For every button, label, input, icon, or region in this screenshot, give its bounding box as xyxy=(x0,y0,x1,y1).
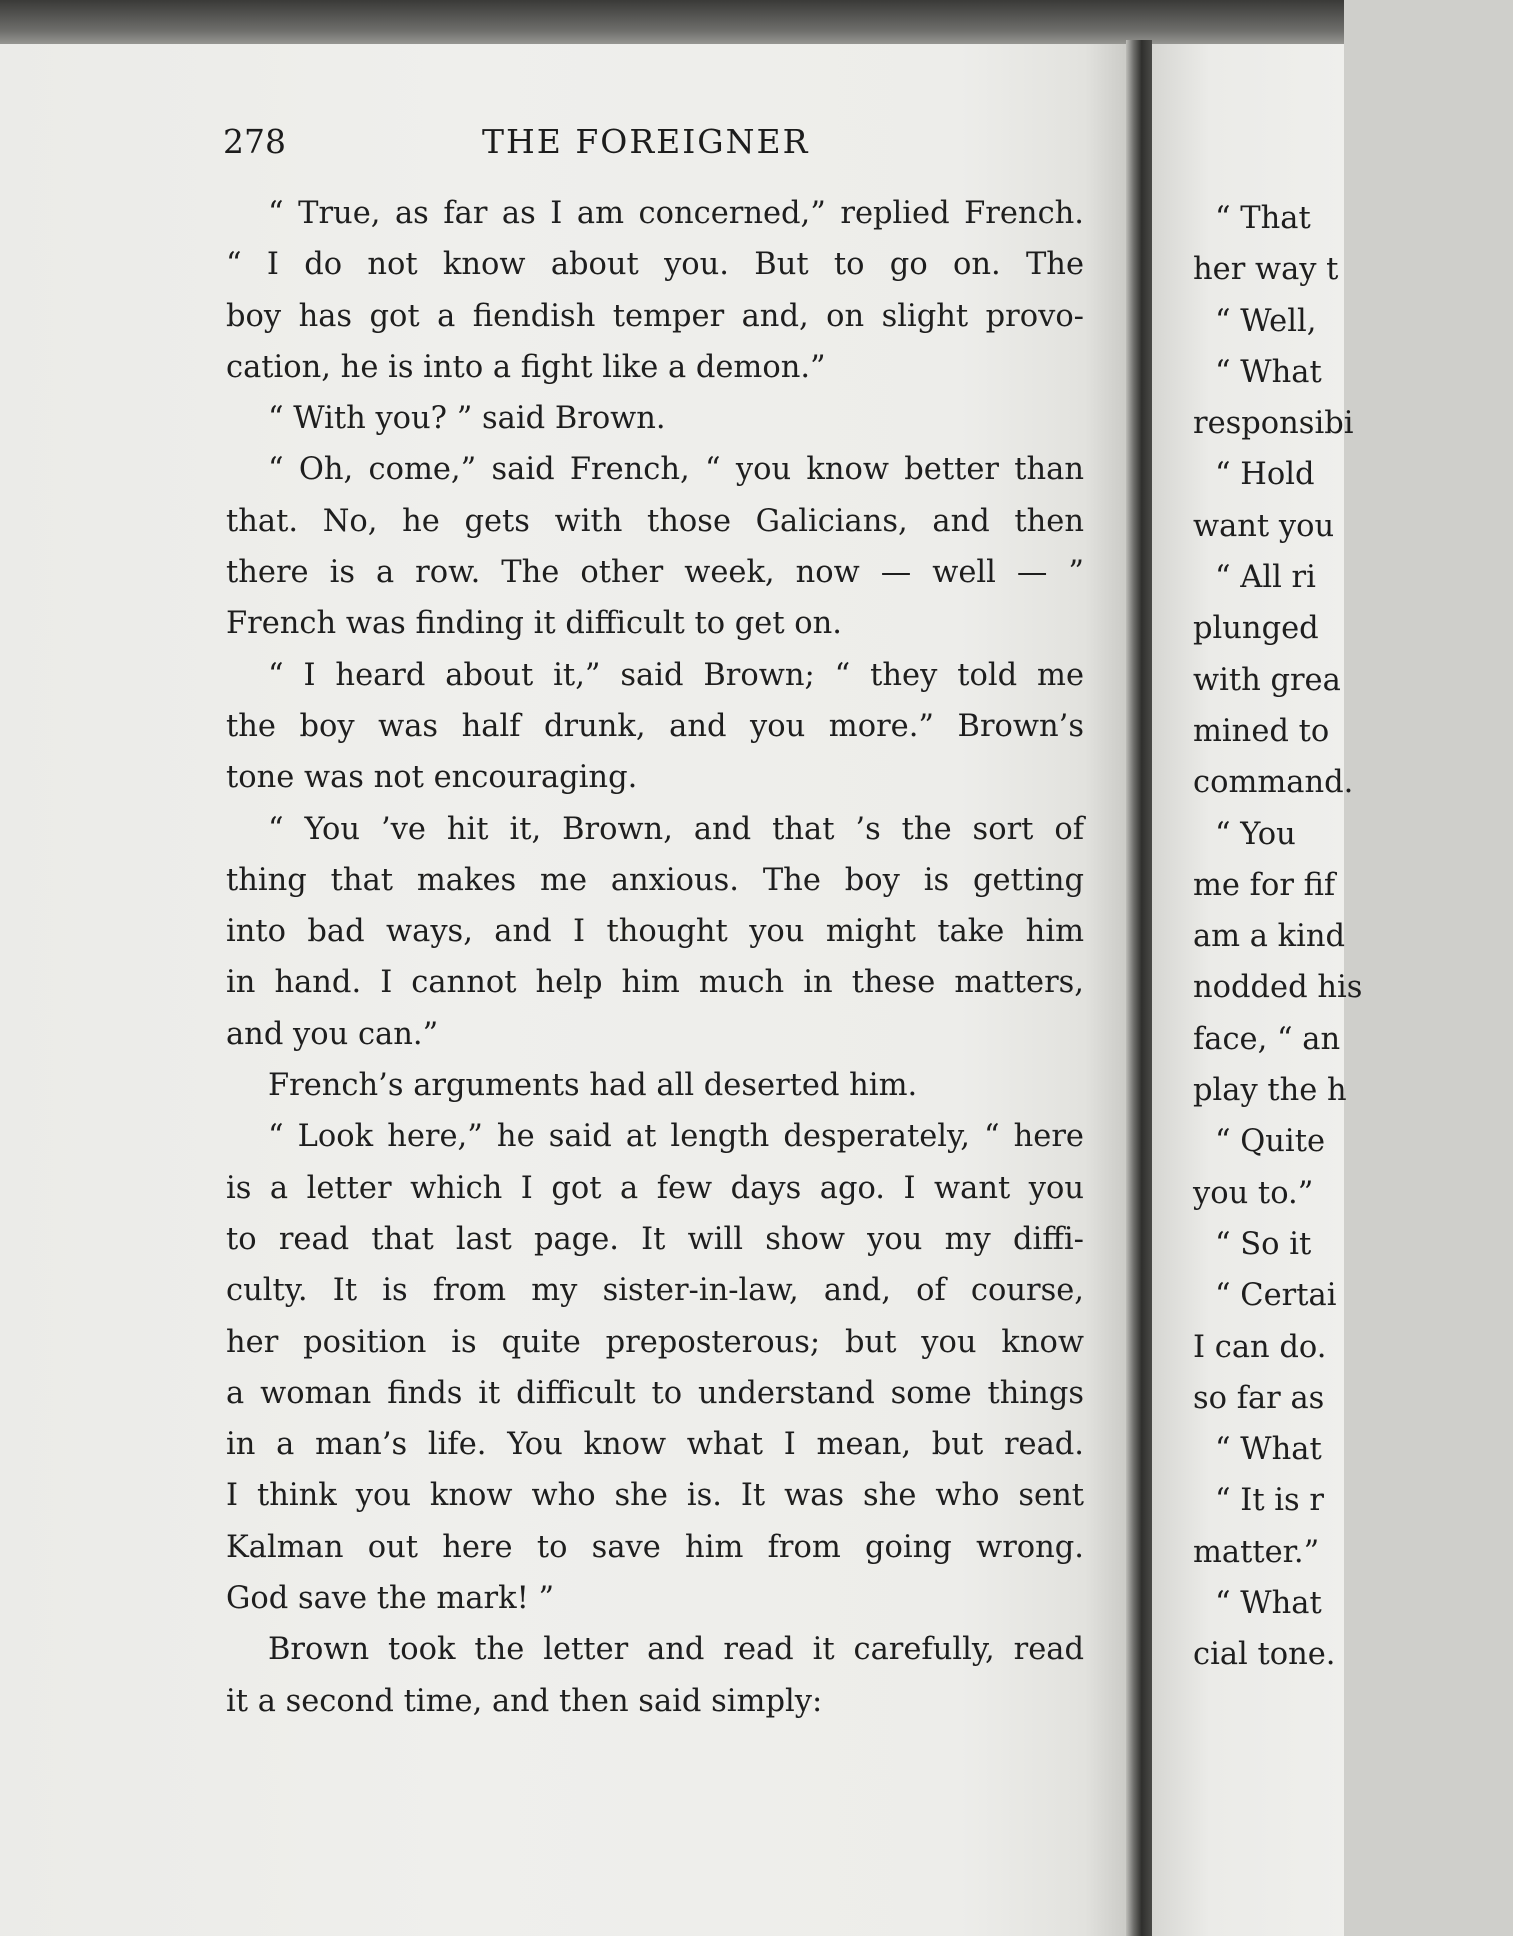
right-page-line: nodded his xyxy=(1193,970,1363,1006)
right-page-line: her way t xyxy=(1193,252,1339,288)
right-page-line: “ All ri xyxy=(1215,560,1316,596)
right-page-line: play the h xyxy=(1193,1073,1347,1109)
right-page-line: I can do. xyxy=(1193,1329,1327,1365)
text-line: God save the mark! ” xyxy=(226,1581,555,1617)
text-line: tone was not encouraging. xyxy=(226,760,638,796)
text-line: French’s arguments had all deserted him. xyxy=(268,1068,918,1104)
text-line: “ Oh, come,” said French, “ you know better than xyxy=(268,452,1084,488)
right-page-line: responsibi xyxy=(1193,406,1354,442)
text-line: I think you know who she is. It was she who sent xyxy=(226,1478,1084,1514)
text-line: is a letter which I got a few days ago. I want you xyxy=(226,1170,1084,1206)
right-page-line: with grea xyxy=(1193,662,1341,698)
right-page-line: am a kind xyxy=(1193,919,1346,955)
text-line: culty. It is from my sister-in-law, and, of course, xyxy=(226,1273,1084,1309)
right-page-line: command. xyxy=(1193,765,1354,801)
text-line: it a second time, and then said simply: xyxy=(226,1683,823,1719)
right-page-line: so far as xyxy=(1193,1380,1325,1416)
running-head: THE FOREIGNER xyxy=(482,122,810,161)
text-line: “ I do not know about you. But to go on. The xyxy=(226,247,1084,283)
text-line: Brown took the letter and read it carefully, read xyxy=(268,1632,1084,1668)
text-line: in hand. I cannot help him much in these matters, xyxy=(226,965,1084,1001)
right-page-line: “ That xyxy=(1215,201,1311,236)
right-page-text-column xyxy=(1193,193,1513,1681)
text-line: Kalman out here to save him from going wrong. xyxy=(226,1529,1084,1565)
right-page-line: “ It is r xyxy=(1215,1483,1324,1519)
right-page-line: mined to xyxy=(1193,713,1330,749)
right-page-line: me for fif xyxy=(1193,867,1336,903)
right-page-line: “ Well, xyxy=(1215,303,1317,339)
page-number: 278 xyxy=(223,122,286,161)
text-line: into bad ways, and I thought you might take him xyxy=(226,914,1084,950)
right-page-line: you to.” xyxy=(1193,1175,1314,1211)
text-line: her position is quite preposterous; but you know xyxy=(226,1324,1084,1360)
right-page-line: “ You xyxy=(1215,816,1296,852)
text-line: in a man’s life. You know what I mean, but read. xyxy=(226,1427,1084,1463)
right-page-line: “ Certai xyxy=(1215,1278,1337,1314)
text-line: “ True, as far as I am concerned,” replied French. xyxy=(268,196,1084,231)
right-page-line: “ So it xyxy=(1215,1226,1312,1262)
text-line: thing that makes me anxious. The boy is getting xyxy=(226,862,1084,898)
text-line: the boy was half drunk, and you more.” Brown’s xyxy=(226,708,1084,744)
text-line: and you can.” xyxy=(226,1016,439,1052)
text-line: French was finding it difficult to get on. xyxy=(226,606,843,642)
right-page-line: “ What xyxy=(1215,354,1322,390)
text-line: boy has got a fiendish temper and, on slight provo- xyxy=(226,298,1084,334)
text-line: a woman finds it difficult to understand some things xyxy=(226,1375,1084,1411)
right-page-line: “ What xyxy=(1215,1432,1322,1468)
right-page-line: “ What xyxy=(1215,1586,1322,1622)
text-line: cation, he is into a fight like a demon.” xyxy=(226,349,826,385)
right-page-line: “ Quite xyxy=(1215,1124,1325,1160)
book-gutter xyxy=(1126,40,1152,1936)
right-page-line: matter.” xyxy=(1193,1534,1320,1570)
text-line: “ With you? ” said Brown. xyxy=(268,401,666,437)
main-text-column xyxy=(226,188,1084,1727)
right-page-line: face, “ an xyxy=(1193,1021,1341,1057)
text-line: “ You ’ve hit it, Brown, and that ’s the sort of xyxy=(268,811,1084,847)
text-line: “ I heard about it,” said Brown; “ they told me xyxy=(268,657,1084,693)
text-line: that. No, he gets with those Galicians, and then xyxy=(226,503,1084,539)
text-line: there is a row. The other week, now — well — ” xyxy=(226,555,1084,591)
right-page-line: plunged xyxy=(1193,611,1319,647)
right-page-line: “ Hold xyxy=(1215,457,1315,493)
text-line: to read that last page. It will show you my diffi- xyxy=(226,1221,1084,1257)
right-page-line: want you xyxy=(1193,508,1335,544)
text-line: “ Look here,” he said at length desperately, “ here xyxy=(268,1119,1084,1155)
right-page-line: cial tone. xyxy=(1193,1637,1336,1673)
